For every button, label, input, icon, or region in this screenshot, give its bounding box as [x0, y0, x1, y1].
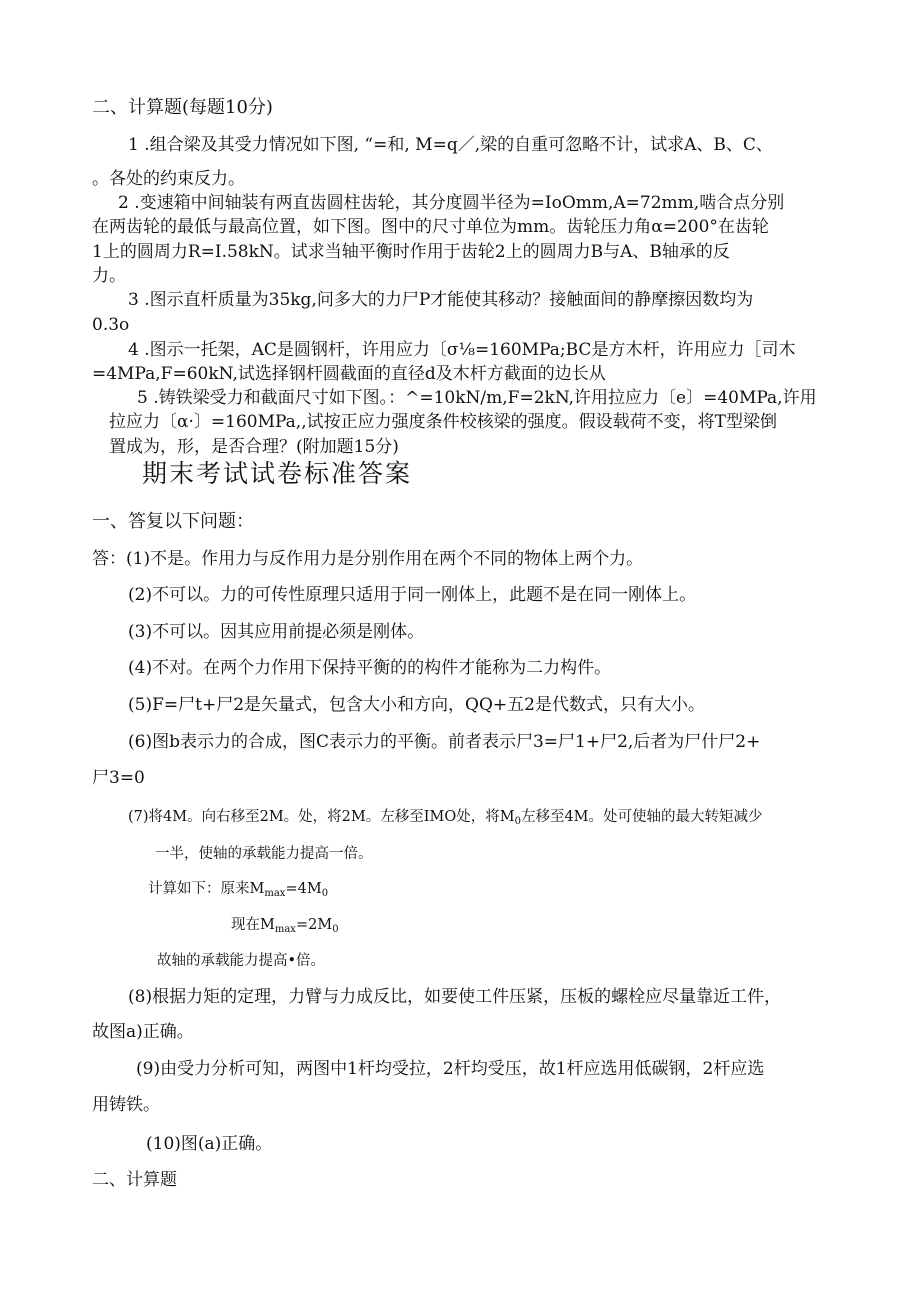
- question-4-line-2: =4MPa,F=60kN,试选择钢杆圆截面的直径d及木杆方截面的边长从: [92, 364, 606, 384]
- answers-part-1-heading: 一、答复以下问题：: [92, 511, 254, 532]
- answer-7-line-2: 一半，使轴的承载能力提高一倍。: [155, 846, 373, 862]
- calc-now-label: 现在M: [231, 917, 275, 933]
- calc-original-sub: max: [264, 888, 286, 899]
- answer-6-line-2: 尸3=0: [92, 768, 145, 788]
- question-1-line-1: 1 .组合梁及其受力情况如下图, “=和, M=q／,梁的自重可忽略不计，试求A、B、C、: [128, 135, 773, 155]
- question-5-line-2: 拉应力〔α·〕=160MPa,,试按正应力强度条件校核梁的强度。假设载荷不变，将T型梁倒: [109, 412, 777, 432]
- question-5-line-3: 置成为，形，是否合理？(附加题15分): [109, 437, 399, 457]
- answer-1: 答：(1)不是。作用力与反作用力是分别作用在两个不同的物体上两个力。: [92, 549, 644, 569]
- answer-10: (10)图(a)正确。: [146, 1134, 273, 1154]
- answers-title: 期末考试试卷标准答案: [142, 459, 413, 488]
- answer-8-line-2: 故图a)正确。: [92, 1022, 194, 1042]
- question-4-line-1: 4 .图示一托架，AC是圆钢杆，许用应力〔σ⅛=160MPa;BC是方木杆，许用应力［司木: [128, 340, 796, 360]
- answer-4: (4)不对。在两个力作用下保持平衡的的构件才能称为二力构件。: [128, 658, 612, 678]
- answer-9-line-1: (9)由受力分析可知，两图中1杆均受拉，2杆均受压，故1杆应选用低碳钢，2杆应选: [136, 1059, 765, 1079]
- answer-6-line-1: (6)图b表示力的合成，图C表示力的平衡。前者表示尸3=尸1+尸2,后者为尸什尸2+: [128, 732, 761, 752]
- calc-now-sub: max: [274, 924, 296, 935]
- answer-7-line-1: [128, 806, 763, 833]
- answer-5: (5)F=尸t+尸2是矢量式，包含大小和方向，QQ+五2是代数式，只有大小。: [128, 695, 705, 715]
- answer-7-text-a: (7)将4M。向右移至2M。处，将2M。左移至IMO处，将M: [128, 809, 515, 825]
- question-5-line-1: 5 .铸铁梁受力和截面尺寸如下图。：^=10kN∕m,F=2kN,许用拉应力〔e〕=40MPa,许用: [137, 388, 817, 408]
- calc-original-line: [148, 878, 328, 905]
- calc-now-sub-2: 0: [332, 924, 339, 935]
- calc-original-label: 计算如下：原来M: [148, 881, 265, 897]
- answer-3: (3)不可以。因其应用前提必须是刚体。: [128, 622, 425, 642]
- question-2-line-3: 1上的圆周力R=I.58kN。试求当轴平衡时作用于齿轮2上的圆周力B与A、B轴承的反: [92, 242, 730, 262]
- calc-conclusion: 故轴的承载能力提高•倍。: [157, 953, 326, 969]
- answer-2: (2)不可以。力的可传性原理只适用于同一刚体上，此题不是在同一刚体上。: [128, 585, 697, 605]
- answer-7-subscript: 0: [514, 816, 521, 827]
- question-2-line-2: 在两齿轮的最低与最高位置，如下图。图中的尺寸单位为mm。齿轮压力角α=200°在齿轮: [92, 217, 769, 237]
- answer-7-text-b: 左移至4M。处可使轴的最大转矩减少: [520, 809, 763, 825]
- question-1-line-2: 。各处的约束反力。: [92, 169, 245, 189]
- question-2-line-1: 2 .变速箱中间轴装有两直齿圆柱齿轮，其分度圆半径为=IoOmm,A=72mm,啮合点分别: [118, 193, 785, 213]
- answers-part-2-heading: 二、计算题: [92, 1170, 177, 1190]
- calc-now-value: =2M: [295, 917, 333, 933]
- answer-9-line-2: 用铸铁。: [92, 1095, 160, 1115]
- calc-now-line: [231, 914, 339, 941]
- question-3-line-2: 0.3o: [92, 315, 130, 335]
- section-2-heading: 二、计算题(每题10分): [92, 97, 273, 118]
- calc-original-sub-2: 0: [321, 888, 329, 899]
- question-3-line-1: 3 .图示直杆质量为35kg,问多大的力尸P才能使其移动？接触面间的静摩擦因数均为: [128, 290, 754, 310]
- answer-8-line-1: (8)根据力矩的定理，力臂与力成反比，如要使工件压紧，压板的螺栓应尽量靠近工件，: [128, 987, 782, 1007]
- calc-original-value: =4M: [285, 881, 322, 897]
- question-2-line-4: 力。: [92, 266, 126, 286]
